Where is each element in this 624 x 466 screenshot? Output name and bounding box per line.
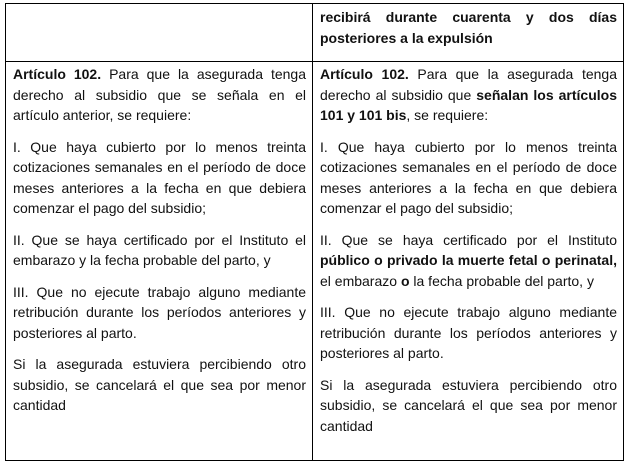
table-row-continuation: [6, 4, 624, 62]
left-item-1: I. Que haya cubierto por lo menos treinta cotizaciones semanales en el período de doce meses anteriores a la fecha en que debiera comenzar el pago del subsidio;: [13, 138, 306, 216]
left-article-label: Artículo 102.: [13, 66, 102, 82]
right-closing-paragraph: Si la asegurada estuviera percibiendo otro subsidio, se cancelará el que sea por menor cantidad: [320, 376, 617, 434]
right-article-heading: [320, 64, 617, 126]
right-item-2-text-c: la fecha probable del parto, y: [409, 272, 594, 289]
left-article-text: Para que la asegurada tenga derecho al subsidio que se señala en el artículo anterior, se requiere:: [13, 66, 306, 123]
right-item-2-text-a: II. Que se haya certificado por el Instituto: [320, 231, 617, 248]
left-item-3: III. Que no ejecute trabajo alguno mediante retribución durante los períodos anteriores y posteriores al parto.: [13, 283, 306, 341]
right-article-bold-change: señalan los artículos 101 y 101 bis: [320, 86, 618, 123]
right-column-proposed-text: [313, 62, 624, 461]
left-article-heading: [13, 64, 306, 126]
left-item-2: II. Que se haya certificado por el Instituto el embarazo y la fecha probable del parto, y: [13, 231, 306, 268]
right-item-2-bold-change-2: o: [400, 272, 410, 289]
right-item-2-text-b: el embarazo: [320, 272, 401, 289]
continuation-bold-text: recibirá durante cuarenta y dos días posteriores a la expulsión: [320, 9, 617, 46]
right-item-3: III. Que no ejecute trabajo alguno mediante retribución durante los períodos anteriores y posteriores al parto.: [320, 304, 617, 361]
right-item-1: I. Que haya cubierto por lo menos treinta cotizaciones semanales en el período de doce meses anteriores a la fecha en que debiera comenzar el pago del subsidio;: [320, 138, 617, 216]
right-article-text-a: Para que la asegurada tenga derecho al subsidio que: [320, 66, 617, 103]
right-item-2: [320, 230, 617, 292]
right-article-label: Artículo 102.: [320, 66, 409, 82]
left-column-current-text: [6, 62, 313, 461]
left-closing-paragraph: Si la asegurada estuviera percibiendo otro subsidio, se cancelará el que sea por menor cantidad: [13, 356, 306, 413]
table-row-article-102: [6, 62, 624, 461]
right-article-text-b: , se requiere:: [406, 107, 489, 123]
left-cell-empty: [6, 4, 313, 62]
right-item-2-bold-change-1: público o privado la muerte fetal o perinatal,: [320, 252, 617, 268]
right-cell-continuation: [313, 4, 624, 62]
comparison-table: [5, 3, 624, 461]
right-continuation-text: [320, 7, 617, 48]
